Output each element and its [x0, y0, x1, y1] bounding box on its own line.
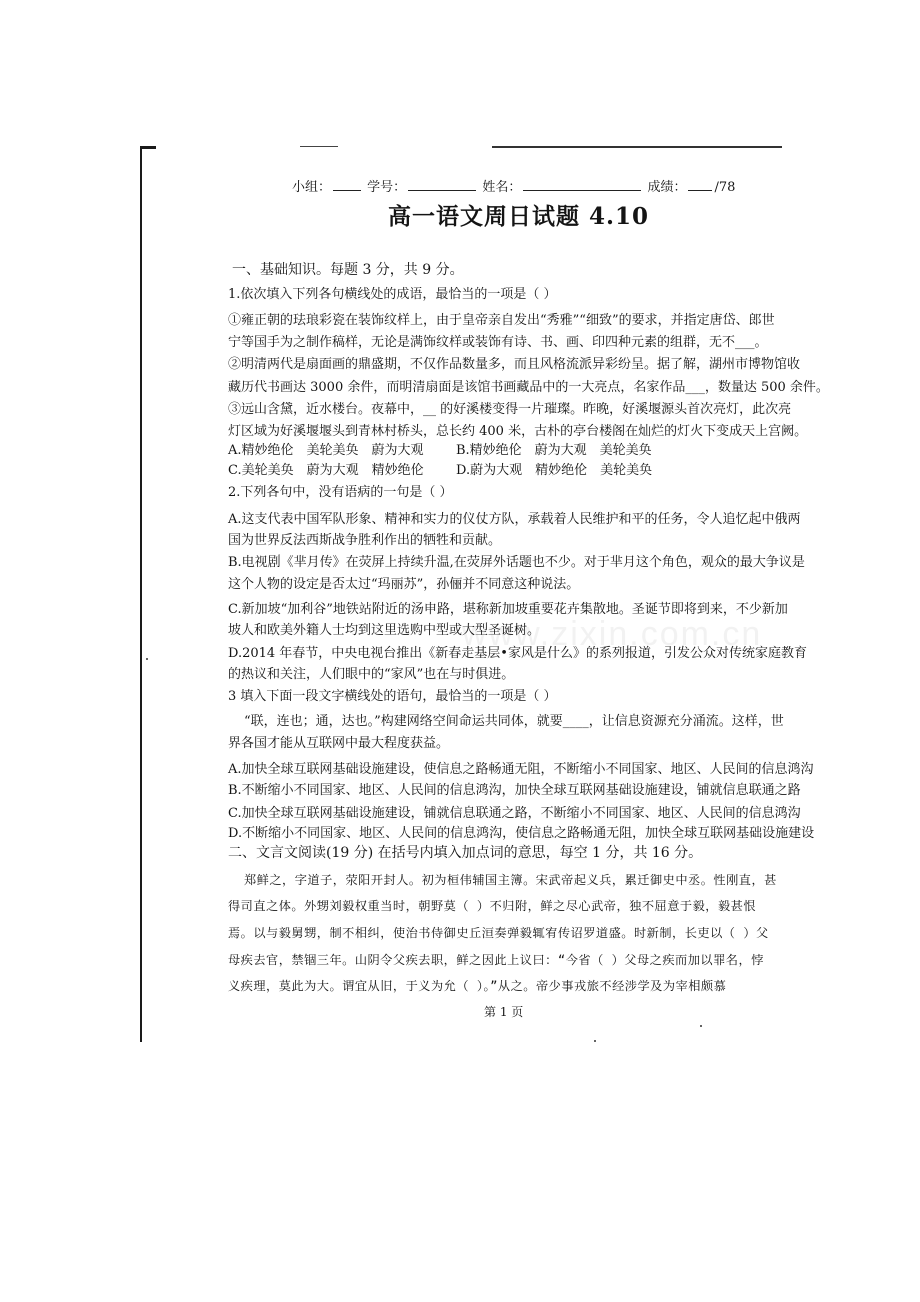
classical-passage-line: 焉。以与毅舅甥，制不相纠，使治书侍御史丘洹奏弹毅辄宥传诏罗道盛。时新制，长吏以（ ）父	[228, 926, 769, 940]
passage-line: ③远山含黛，近水楼台。夜幕中，__ 的好溪楼变得一片璀璨。昨晚，好溪堰源头首次亮灯，此次亮	[228, 402, 792, 417]
scan-edge	[140, 147, 142, 1042]
passage-line: 灯区域为好溪堰堰头到青林村桥头，总长约 400 米，古朴的亭台楼阁在灿烂的灯火下变成天上宫阙。	[228, 424, 808, 439]
scan-edge-tick	[140, 146, 156, 149]
option-c: C.美轮美奂 蔚为大观 精妙绝伦	[228, 463, 424, 478]
option-a: A.这支代表中国军队形象、精神和实力的仪仗方队，承载着人民维护和平的任务，令人追忆起中俄两	[228, 512, 801, 527]
option-b: B.不断缩小不同国家、地区、人民间的信息鸿沟，加快全球互联网基础设施建设，铺就信息联通之路	[228, 783, 801, 798]
question-stem: 1.依次填入下列各句横线处的成语，最恰当的一项是（ ）	[228, 287, 557, 302]
passage-line: “联，连也；通，达也。”构建网络空间命运共同体，就要____，让信息资源充分涌流。这样，世	[244, 714, 784, 729]
option-a: A.加快全球互联网基础设施建设，使信息之路畅通无阻，不断缩小不同国家、地区、人民间的信息鸿沟	[228, 762, 814, 777]
student-id-label: 学号：	[367, 180, 407, 195]
score-total: /78	[714, 180, 736, 195]
option-d: D.2014 年春节，中央电视台推出《新春走基层•家风是什么》的系列报道，引发公众对传统家庭教育	[228, 646, 807, 661]
classical-passage-line: 义疾理，莫此为大。谓宜从旧，于义为允（ ）。”从之。帝少事戎旅不经涉学及为宰相颇慕	[228, 979, 727, 993]
option-a-cont: 国为世界反法西斯战争胜利作出的牺牲和贡献。	[228, 533, 502, 548]
top-rule	[300, 146, 338, 147]
option-b: B.电视剧《芈月传》在荧屏上持续升温,在荧屏外话题也不少。对于芈月这个角色，观众的最大争议是	[228, 555, 805, 570]
classical-passage-line: 得司直之体。外甥刘毅权重当时，朝野莫（ ）不归附，鲜之尽心武帝，独不屈意于毅，毅甚恨	[228, 899, 757, 913]
page-number: 第 1 页	[484, 1005, 524, 1019]
student-info-bar	[292, 176, 735, 195]
option-b-cont: 这个人物的设定是否太过“玛丽苏”，孙俪并不同意这种说法。	[228, 577, 580, 592]
passage-line: 界各国才能从互联网中最大程度获益。	[228, 736, 450, 751]
name-label: 姓名：	[482, 180, 522, 195]
section-heading: 二、文言文阅读(19 分) 在括号内填入加点词的意思，每空 1 分，共 16 分。	[228, 845, 703, 861]
score-field[interactable]	[688, 178, 712, 191]
group-label: 小组：	[292, 180, 332, 195]
passage-line: 宁等国手为之制作稿样，无论是满饰纹样或装饰有诗、书、画、印四种元素的组群，无不___。	[228, 335, 768, 350]
page-title: 高一语文周日试题 4.10	[388, 203, 650, 230]
question-stem: 3 填入下面一段文字横线处的语句，最恰当的一项是（ ）	[228, 689, 557, 704]
top-rule	[492, 146, 782, 148]
option-b: B.精妙绝伦 蔚为大观 美轮美奂	[456, 443, 652, 458]
option-a: A.精妙绝伦 美轮美奂 蔚为大观	[228, 443, 424, 458]
option-d: D.不断缩小不同国家、地区、人民间的信息鸿沟，使信息之路畅通无阻，加快全球互联网基础设施建设	[228, 826, 815, 841]
passage-line: ②明清两代是扇面画的鼎盛期，不仅作品数量多，而且风格流派异彩纷呈。据了解，湖州市博物馆收	[228, 357, 801, 372]
scan-speck	[700, 1025, 702, 1027]
option-c: C.加快全球互联网基础设施建设，铺就信息联通之路，不断缩小不同国家、地区、人民间的信息鸿沟	[228, 806, 801, 821]
section-heading: 一、基础知识。每题 3 分，共 9 分。	[232, 262, 464, 278]
passage-line: ①雍正朝的珐琅彩瓷在装饰纹样上，由于皇帝亲自发出“秀雅”“细致”的要求，并指定唐岱、郎世	[228, 313, 775, 328]
option-c-cont: 坡人和欧美外籍人士均到这里选购中型或大型圣诞树。	[228, 623, 541, 638]
name-field[interactable]	[523, 178, 641, 191]
passage-line: 藏历代书画达 3000 余件，而明清扇面是该馆书画藏品中的一大亮点，名家作品___，数量达 500 余件。	[228, 380, 829, 395]
classical-passage-line: 母疾去官，禁锢三年。山阴令父疾去职，鲜之因此上议曰：“今省（ ）父母之疾而加以罪名，悖	[228, 953, 764, 967]
option-d-cont: 的热议和关注，人们眼中的“家风”也在与时俱进。	[228, 667, 515, 682]
option-d: D.蔚为大观 精妙绝伦 美轮美奂	[456, 463, 653, 478]
classical-passage-line: 郑鲜之，字道子，荥阳开封人。初为桓伟辅国主簿。宋武帝起义兵，累迁御史中丞。性刚直，甚	[244, 873, 777, 887]
group-field[interactable]	[333, 178, 361, 191]
score-label: 成绩：	[647, 180, 687, 195]
scan-speck	[146, 658, 148, 660]
scan-speck	[594, 1040, 596, 1042]
watermark: www.zixin.com.cn	[462, 615, 763, 653]
option-c: C.新加坡“加利谷”地铁站附近的汤申路，堪称新加坡重要花卉集散地。圣诞节即将到来，不少新加	[228, 602, 788, 617]
student-id-field[interactable]	[408, 178, 476, 191]
question-stem: 2.下列各句中，没有语病的一句是（ ）	[228, 485, 453, 500]
